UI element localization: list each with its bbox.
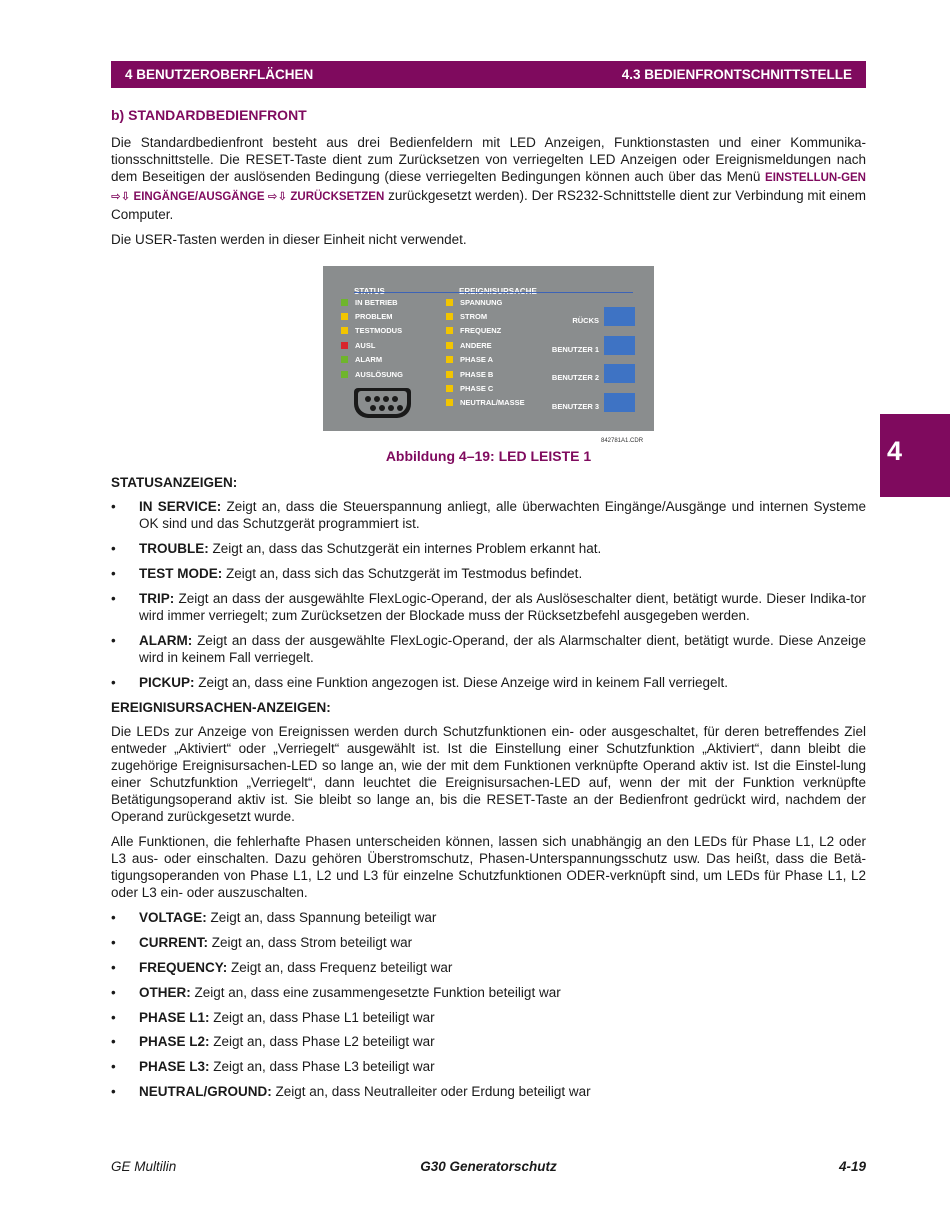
panel-button[interactable] <box>604 364 635 383</box>
list-item-term: TRIP: <box>139 591 175 606</box>
list-item-term: FREQUENCY: <box>139 959 228 975</box>
panel-button[interactable] <box>604 336 635 355</box>
status-led-row <box>341 369 403 379</box>
status-led-label: TESTMODUS <box>355 326 403 336</box>
status-led-label: AUSLÖSUNG <box>355 369 403 379</box>
chapter-tab: 4 <box>880 414 950 497</box>
status-list-item <box>111 674 866 691</box>
event-led-label: SPANNUNG <box>460 297 503 307</box>
event-led-row <box>446 297 502 307</box>
bullet-icon: • <box>111 1034 116 1050</box>
led-panel <box>323 266 654 431</box>
list-item-term: PHASE L3: <box>139 1059 210 1075</box>
pin-icon <box>383 396 389 402</box>
list-item-text: Zeigt an, dass Strom beteiligt war <box>208 934 413 950</box>
list-item-text: Zeigt an, dass Neutralleiter oder Erdung beteiligt war <box>271 1084 591 1100</box>
event-led-row <box>446 340 492 350</box>
rs232-port-icon <box>354 388 411 418</box>
bullet-icon: • <box>111 499 116 514</box>
page-number: 4-19 <box>838 1159 866 1174</box>
event-led-label: FREQUENZ <box>460 326 502 336</box>
events-paragraph-2: Alle Funktionen, die fehlerhafte Phasen unterscheiden können, lassen sich unabhängig an den LEDs für Phase L1, L2 oder L3 aus- oder einschalten. Dazu gehören Überstromschutz, Phasen-Unterspannungsschutz usw. Das heißt, dass die Betä-tigungsoperanden von Phase L1, L2 und L3 für einzelne Schutzfunktionen ODER-verknüpft sind, um LEDs für Phase L1, L2 oder L3 ein- oder auszuschalten. <box>111 834 866 900</box>
list-item-text: Zeigt an, dass die Steuerspannung anliegt, alle überwachten Eingänge/Ausgänge und internen Systeme OK sind und das Schutzgerät programmiert ist. <box>139 499 866 531</box>
pin-icon <box>374 396 380 402</box>
bullet-icon: • <box>111 566 116 581</box>
event-led-label: PHASE A <box>460 355 494 365</box>
list-item-text: Zeigt an, dass Phase L2 beteiligt war <box>209 1034 435 1050</box>
bullet-icon: • <box>111 675 116 690</box>
user-keys-paragraph: Die USER-Tasten werden in dieser Einheit nicht verwendet. <box>111 232 467 247</box>
status-led-label: PROBLEM <box>355 311 393 321</box>
footer-product: G30 Generatorschutz <box>420 1159 557 1174</box>
status-led-row <box>341 355 382 365</box>
event-led-row <box>446 355 493 365</box>
led-indicator-icon <box>341 356 348 363</box>
pin-icon <box>392 396 398 402</box>
list-item-term: OTHER: <box>139 984 191 1000</box>
pin-icon <box>388 405 394 411</box>
intro-text-end: zurückgesetzt werden). Der RS232-Schnittstelle dient zur Verbindung mit einem Computer. <box>111 188 867 222</box>
led-indicator-icon <box>446 399 453 406</box>
bullet-icon: • <box>111 1009 116 1025</box>
event-list-item <box>111 1033 866 1050</box>
intro-text-start: Die Standardbedienfront besteht aus drei Bedienfeldern mit LED Anzeigen, Funktionstasten und einer Kommunika-tionsschnittstelle. Die RESET-Taste dient zum Zurücksetzen von verriegelten LED Anzeigen oder Ereignismeldungen nach dem Beseitigen der auslösenden Bedingung (diese verriegelten Bedingungen können auch über das Menü <box>111 135 866 184</box>
event-led-row <box>446 383 493 393</box>
menu-path: EINSTELLUN-GEN ⇨⇩ EINGÄNGE/AUSGÄNGE ⇨⇩ ZURÜCKSETZEN <box>111 172 866 203</box>
panel-button-label: BENUTZER 2 <box>551 373 599 382</box>
list-item-term: NEUTRAL/GROUND: <box>139 1084 272 1100</box>
led-indicator-icon <box>446 385 453 392</box>
panel-button-label: BENUTZER 1 <box>551 344 599 354</box>
event-led-label: PHASE C <box>460 383 494 393</box>
section-title: 4.3 BEDIENFRONTSCHNITTSTELLE <box>621 67 852 82</box>
footer-company: GE Multilin <box>111 1159 177 1174</box>
list-item-text: Zeigt an, dass eine zusammengesetzte Funktion beteiligt war <box>190 984 561 1000</box>
bullet-icon: • <box>111 541 116 556</box>
status-list-item <box>111 540 866 557</box>
status-led-label: ALARM <box>355 355 383 365</box>
event-led-row <box>446 326 501 336</box>
section-heading: b) STANDARDBEDIENFRONT <box>111 107 307 123</box>
bullet-icon: • <box>111 1084 116 1100</box>
event-list-item <box>111 1083 866 1100</box>
list-item-text: Zeigt an, dass Phase L1 beteiligt war <box>209 1009 435 1025</box>
list-item-term: PHASE L2: <box>139 1034 210 1050</box>
status-list-item <box>111 498 866 532</box>
chapter-title: 4 BENUTZEROBERFLÄCHEN <box>125 67 314 82</box>
led-indicator-icon <box>341 299 348 306</box>
figure-caption: Abbildung 4–19: LED LEISTE 1 <box>385 448 592 464</box>
bullet-icon: • <box>111 984 116 1000</box>
status-led-row <box>341 297 398 307</box>
event-list-item <box>111 909 866 926</box>
event-led-label: NEUTRAL/MASSE <box>460 398 525 408</box>
led-indicator-icon <box>446 371 453 378</box>
led-panel-figure <box>111 266 866 448</box>
list-item-text: Zeigt an, dass Phase L3 beteiligt war <box>209 1059 435 1075</box>
list-item-text: Zeigt an, dass Spannung beteiligt war <box>206 910 437 925</box>
event-led-label: ANDERE <box>460 340 492 350</box>
event-led-row <box>446 311 487 321</box>
led-indicator-icon <box>341 342 348 349</box>
panel-button[interactable] <box>604 393 635 412</box>
panel-button[interactable] <box>604 307 635 326</box>
figure-code: 842781A1.CDR <box>601 438 644 444</box>
status-led-row <box>341 311 393 321</box>
bullet-icon: • <box>111 910 116 925</box>
list-item-term: IN SERVICE: <box>139 499 222 514</box>
status-list-item <box>111 590 866 624</box>
event-list-item <box>111 934 866 951</box>
led-indicator-icon <box>446 356 453 363</box>
events-heading: EREIGNISURSACHEN-ANZEIGEN: <box>111 700 331 715</box>
list-item-term: TROUBLE: <box>139 541 209 556</box>
led-indicator-icon <box>446 299 453 306</box>
status-led-label: IN BETRIEB <box>355 297 398 307</box>
led-indicator-icon <box>341 313 348 320</box>
list-item-term: PICKUP: <box>139 675 195 690</box>
led-indicator-icon <box>446 313 453 320</box>
list-item-text: Zeigt an, dass Frequenz beteiligt war <box>227 959 453 975</box>
pin-icon <box>397 405 403 411</box>
led-indicator-icon <box>446 327 453 334</box>
list-item-text: Zeigt an dass der ausgewählte FlexLogic-Operand, der als Auslöseschalter dient, betätigt wurde. Dieser Indika-tor wird immer verriegelt; zum Zurücksetzen der Blockade muss der Rücksetzbefehl ausgegeben werden. <box>139 591 866 623</box>
status-heading: STATUSANZEIGEN: <box>111 475 238 490</box>
list-item-text: Zeigt an, dass sich das Schutzgerät im Testmodus befindet. <box>222 566 583 581</box>
bullet-icon: • <box>111 633 116 648</box>
event-list-item <box>111 984 866 1001</box>
event-list-item <box>111 959 866 976</box>
status-led-label: AUSL <box>355 340 376 350</box>
event-list-item <box>111 1058 866 1075</box>
led-indicator-icon <box>341 327 348 334</box>
event-led-label: STROM <box>460 311 488 321</box>
event-led-row <box>446 398 525 408</box>
main-content <box>111 107 866 1108</box>
list-item-text: Zeigt an, dass eine Funktion angezogen ist. Diese Anzeige wird in keinem Fall verriegelt. <box>194 675 729 690</box>
led-indicator-icon <box>446 342 453 349</box>
event-list <box>111 909 866 1100</box>
list-item-text: Zeigt an, dass das Schutzgerät ein internes Problem erkannt hat. <box>208 541 602 556</box>
status-led-row <box>341 340 375 350</box>
list-item-text: Zeigt an dass der ausgewählte FlexLogic-Operand, der als Alarmschalter dient, betätigt wurde. Diese Anzeige wird in keinem Fall verriegelt. <box>139 633 866 665</box>
list-item-term: PHASE L1: <box>139 1009 210 1025</box>
pin-icon <box>379 405 385 411</box>
status-led-row <box>341 326 402 336</box>
panel-button-label: BENUTZER 3 <box>551 401 599 411</box>
list-item-term: ALARM: <box>139 633 193 648</box>
events-paragraph-1: Die LEDs zur Anzeige von Ereignissen werden durch Schutzfunktionen ein- oder ausgeschaltet, für deren betreffendes Ziel entweder „Aktiviert“ oder „Verriegelt“ ausgewählt ist. Ist die Einstellung einer Schutzfunktion „Aktiviert“, dann bleibt die zugehörige Ereignisursachen-LED so lange an, wie der mit dem Funktionen verknüpfte Operand aktiv ist. Ist die Einstel-lung einer Schutzfunktion „Verriegelt“, dann leuchtet die Ereignisursachen-LED auf, wenn der mit der Funktion verknüpfte Betätigungsoperand aktiv ist. Sie bleibt so lange an, bis die RESET-Taste an der Bedienfront gedrückt wird, nachdem der Operand zurückgesetzt wurde. <box>111 724 866 824</box>
bullet-icon: • <box>111 959 116 975</box>
status-list-item <box>111 632 866 666</box>
list-item-term: CURRENT: <box>139 934 208 950</box>
event-led-label: PHASE B <box>460 369 494 379</box>
list-item-term: TEST MODE: <box>139 566 223 581</box>
event-led-row <box>446 369 493 379</box>
event-list-item <box>111 1009 866 1026</box>
led-indicator-icon <box>341 371 348 378</box>
panel-button-label: RÜCKS <box>572 316 599 325</box>
list-item-term: VOLTAGE: <box>139 910 207 925</box>
page-header <box>111 61 866 88</box>
pin-icon <box>365 396 371 402</box>
bullet-icon: • <box>111 591 116 606</box>
pin-icon <box>370 405 376 411</box>
bullet-icon: • <box>111 934 116 950</box>
bullet-icon: • <box>111 1059 116 1075</box>
status-list-item <box>111 565 866 582</box>
status-list <box>111 498 866 691</box>
intro-paragraph <box>111 134 866 223</box>
